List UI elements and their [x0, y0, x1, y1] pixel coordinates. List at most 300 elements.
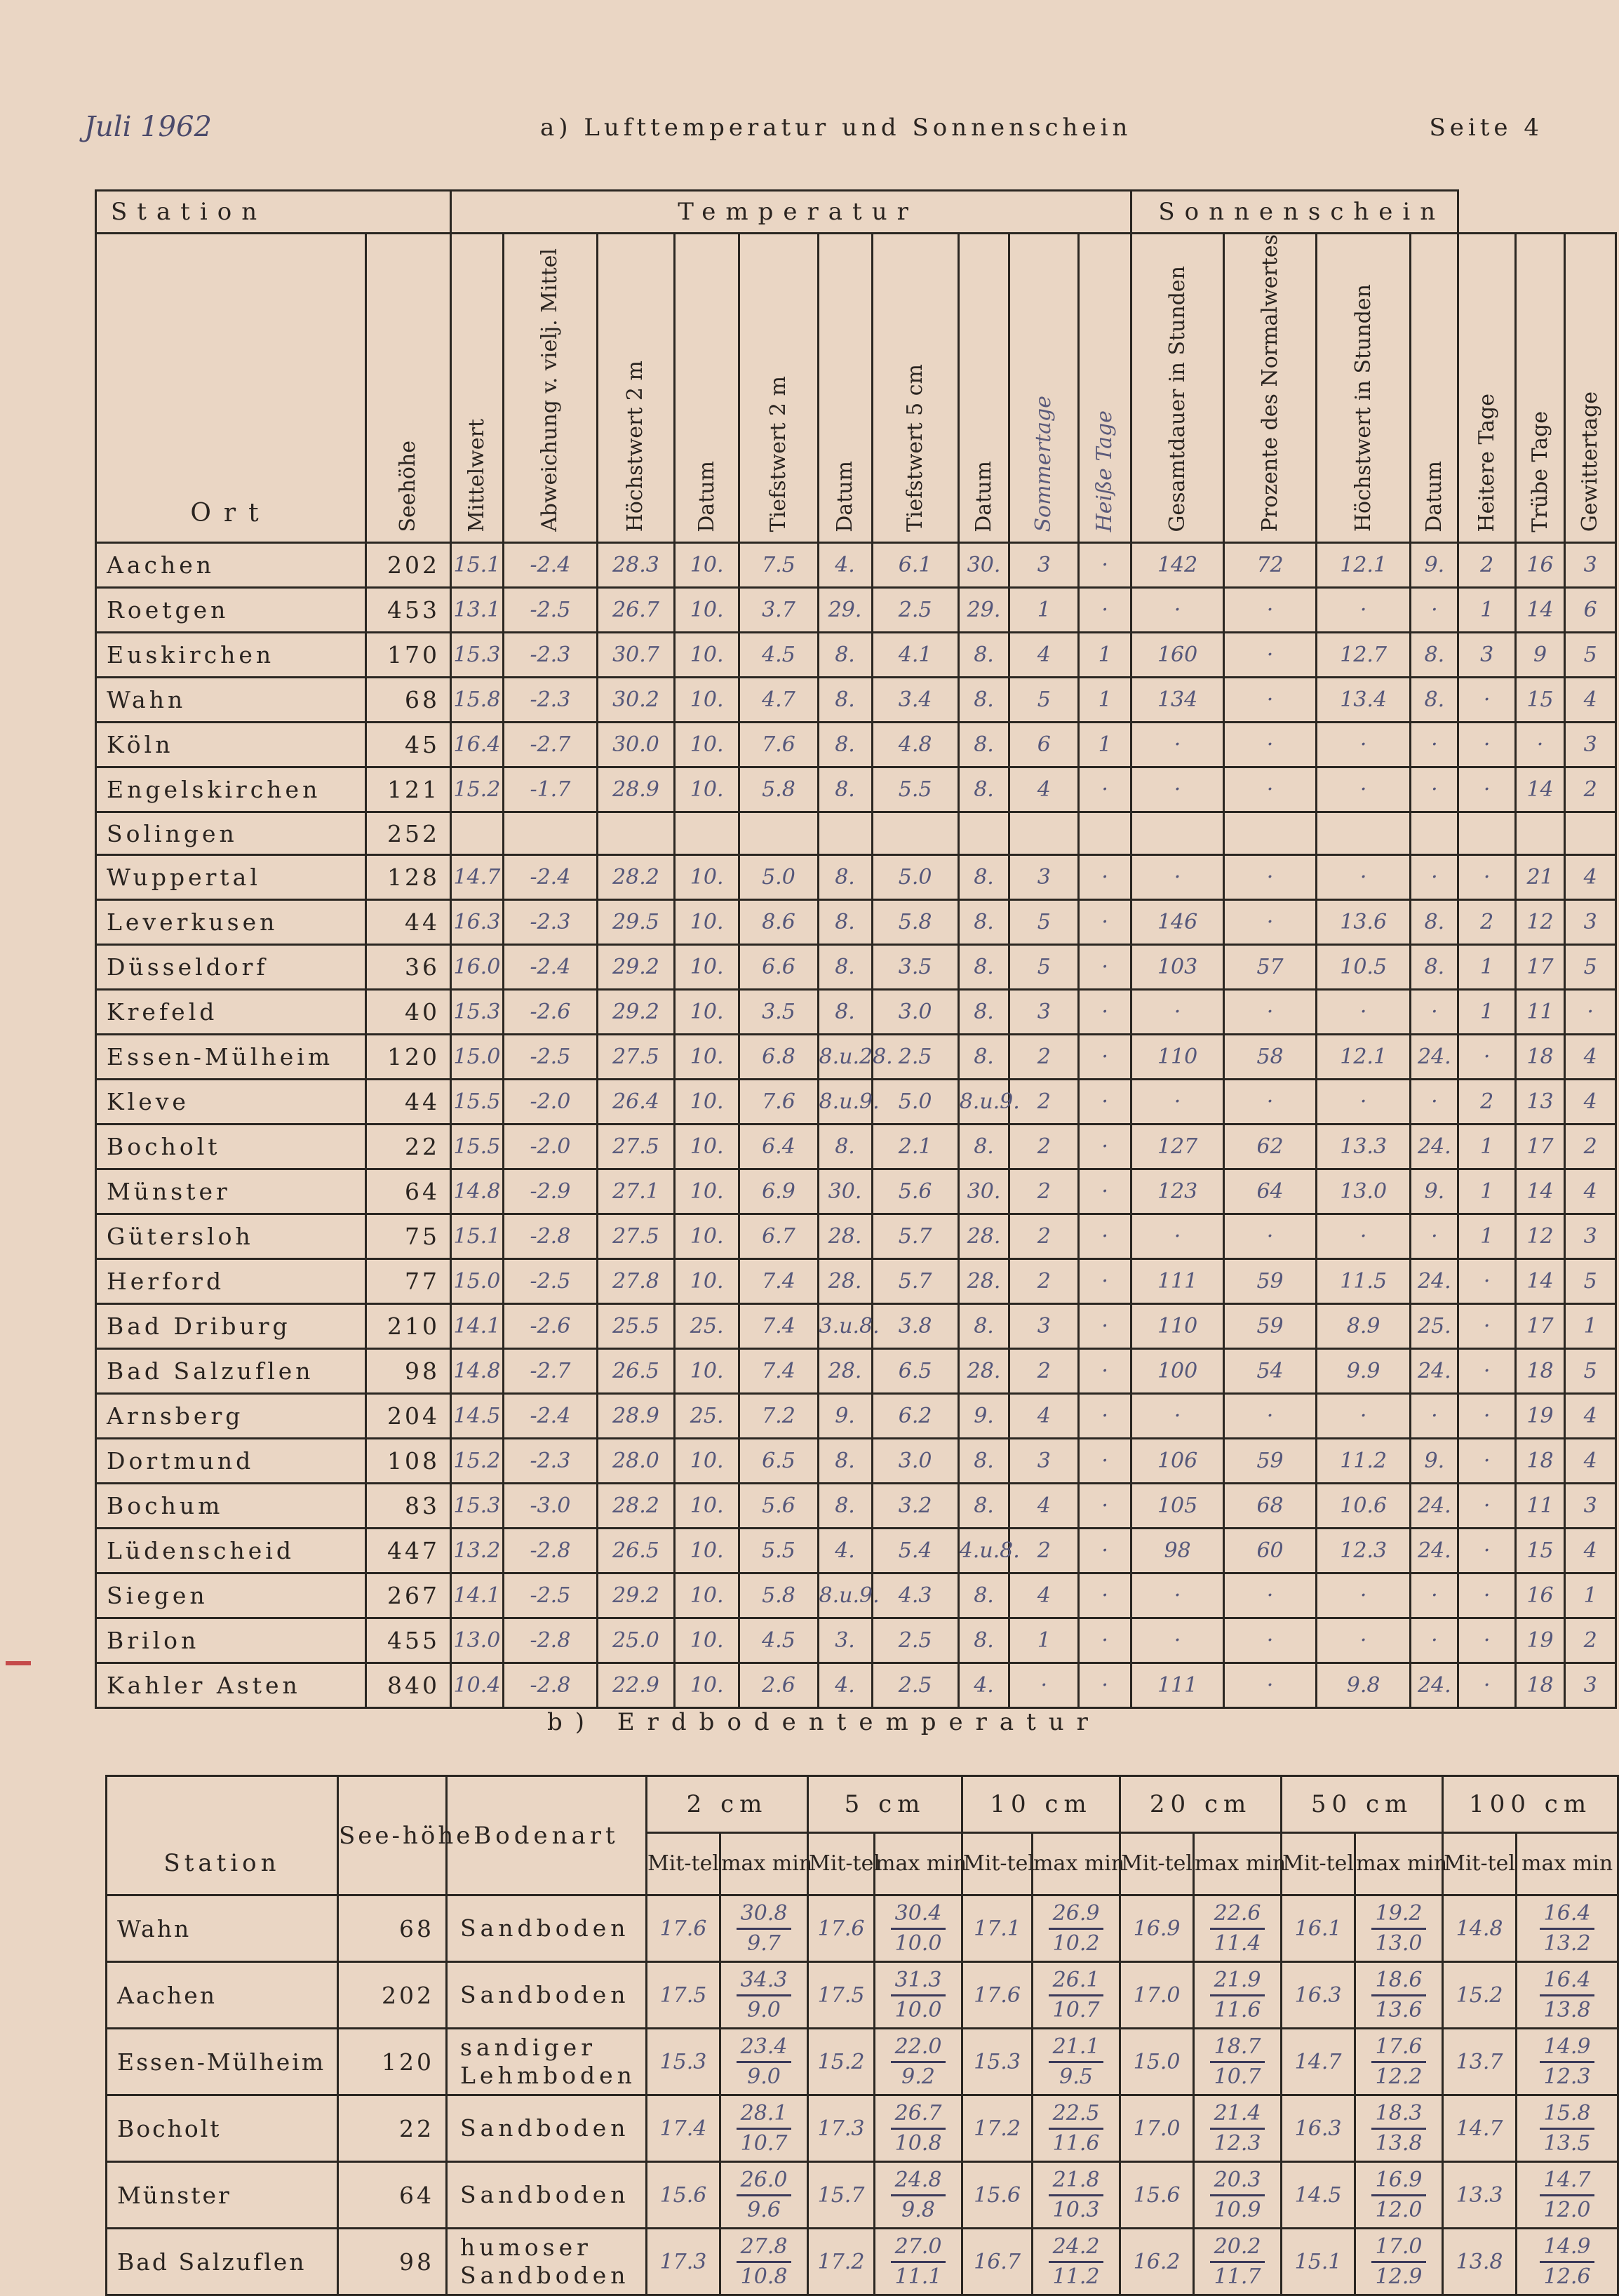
max-value: 34.3: [737, 1966, 792, 1996]
col-header: [958, 234, 1009, 543]
min-value: 12.9: [1375, 2264, 1423, 2289]
data-cell: 14: [1515, 767, 1564, 812]
data-cell: 4.8: [872, 723, 958, 767]
data-cell: ·: [1079, 1080, 1131, 1124]
col-header: [1224, 234, 1317, 543]
mean-value: 15.2: [808, 2029, 875, 2095]
maxmin-cell: [1517, 2162, 1618, 2229]
data-cell: 5.6: [872, 1169, 958, 1214]
data-cell: ·: [1131, 588, 1224, 633]
elevation-value: 64: [338, 2162, 447, 2229]
mean-value: 15.3: [647, 2029, 720, 2095]
data-cell: 8.: [958, 1124, 1009, 1169]
max-value: 22.5: [1049, 2100, 1104, 2130]
data-cell: ·: [1079, 1349, 1131, 1394]
data-cell: 13.4: [1317, 678, 1411, 723]
data-cell: ·: [1458, 723, 1515, 767]
data-cell: 111: [1131, 1663, 1224, 1708]
soil-type: humoser Sandboden: [447, 2229, 647, 2295]
data-cell: [450, 812, 503, 855]
data-cell: 15.0: [450, 1259, 503, 1304]
data-cell: ·: [1317, 1080, 1411, 1124]
data-cell: ·: [1458, 1304, 1515, 1349]
elevation-value: 120: [365, 1035, 450, 1080]
station-name: Aachen: [96, 543, 366, 588]
maxmin-pair: [1356, 2229, 1442, 2294]
data-cell: 16: [1515, 543, 1564, 588]
table-row: [96, 767, 1616, 812]
col-header: [1009, 234, 1079, 543]
data-cell: 19: [1515, 1394, 1564, 1439]
min-value: 13.8: [1375, 2130, 1423, 2156]
max-value: 24.8: [891, 2166, 946, 2196]
elevation-value: 453: [365, 588, 450, 633]
data-cell: 15: [1515, 1529, 1564, 1573]
data-cell: -2.4: [503, 543, 597, 588]
maxmin-cell: [875, 2229, 962, 2295]
min-value: 13.8: [1543, 1997, 1591, 2022]
col-header: [739, 234, 818, 543]
data-cell: 59: [1224, 1304, 1317, 1349]
maxmin-cell: [720, 2162, 808, 2229]
col-header-label: Seehöhe: [395, 440, 420, 532]
min-value: 10.3: [1052, 2197, 1100, 2222]
table-row: [96, 855, 1616, 900]
data-cell: 6.5: [739, 1439, 818, 1484]
data-cell: 25.0: [597, 1618, 674, 1663]
data-cell: 2: [1009, 1214, 1079, 1259]
data-cell: 2.5: [872, 1663, 958, 1708]
data-cell: ·: [1224, 1214, 1317, 1259]
col-header: [1515, 234, 1564, 543]
data-cell: ·: [1411, 1573, 1458, 1618]
mean-value: 16.1: [1282, 1895, 1355, 1962]
data-cell: 1: [1079, 678, 1131, 723]
max-value: 22.6: [1210, 1900, 1265, 1930]
data-cell: ·: [1565, 990, 1616, 1035]
data-cell: 160: [1131, 633, 1224, 678]
data-cell: ·: [1458, 1529, 1515, 1573]
data-cell: 12.1: [1317, 1035, 1411, 1080]
data-cell: 30.: [818, 1169, 872, 1214]
maxmin-cell: [1194, 1895, 1282, 1962]
data-cell: 4: [1565, 678, 1616, 723]
section-b-title: b) Erdbodentemperatur: [547, 1708, 1101, 1736]
data-cell: 110: [1131, 1304, 1224, 1349]
maxmin-pair: [1195, 2029, 1280, 2094]
elevation-value: 64: [365, 1169, 450, 1214]
elevation-value: 22: [338, 2095, 447, 2162]
maxmin-cell: [1194, 2029, 1282, 2095]
elevation-value: 267: [365, 1573, 450, 1618]
data-cell: 6: [1565, 588, 1616, 633]
max-value: 16.4: [1540, 1966, 1595, 1996]
data-cell: 12.7: [1317, 633, 1411, 678]
data-cell: 11: [1515, 990, 1564, 1035]
station-name: Leverkusen: [96, 900, 366, 945]
max-value: 18.7: [1210, 2033, 1265, 2063]
max-value: 20.2: [1210, 2233, 1265, 2263]
station-name: Euskirchen: [96, 633, 366, 678]
data-cell: 1: [1009, 1618, 1079, 1663]
data-cell: 7.6: [739, 723, 818, 767]
maxmin-pair: [721, 2096, 807, 2161]
mean-value: 17.6: [962, 1962, 1033, 2029]
table-row: [96, 1259, 1616, 1304]
data-cell: 10.: [674, 1663, 739, 1708]
data-cell: 8.: [958, 900, 1009, 945]
data-cell: 4.: [818, 1529, 872, 1573]
data-cell: 13.1: [450, 588, 503, 633]
data-cell: 24.: [1411, 1663, 1458, 1708]
data-cell: 8.: [958, 633, 1009, 678]
table-row: [96, 1304, 1616, 1349]
mean-value: 17.3: [808, 2095, 875, 2162]
maxmin-pair: [1356, 2029, 1442, 2094]
data-cell: 5: [1565, 1259, 1616, 1304]
table-row: [96, 1214, 1616, 1259]
data-cell: 26.5: [597, 1529, 674, 1573]
data-cell: 8.: [958, 1618, 1009, 1663]
data-cell: 3: [1009, 855, 1079, 900]
data-cell: 2.6: [739, 1663, 818, 1708]
data-cell: 6: [1009, 723, 1079, 767]
data-cell: ·: [1131, 1618, 1224, 1663]
mean-value: 17.6: [647, 1895, 720, 1962]
data-cell: ·: [1224, 1618, 1317, 1663]
maxmin-pair: [1195, 2096, 1280, 2161]
col-bodenart: Bodenart: [447, 1776, 647, 1895]
data-cell: 29.: [958, 588, 1009, 633]
mean-value: 17.0: [1120, 2095, 1194, 2162]
col-header: [1131, 234, 1224, 543]
max-value: 14.7: [1540, 2166, 1595, 2196]
data-cell: 14.8: [450, 1349, 503, 1394]
table-row: [107, 2029, 1618, 2095]
col-header: [674, 234, 739, 543]
elevation-value: 98: [365, 1349, 450, 1394]
data-cell: 14: [1515, 588, 1564, 633]
data-cell: 103: [1131, 945, 1224, 990]
station-name: Münster: [107, 2162, 338, 2229]
station-name: Bocholt: [107, 2095, 338, 2162]
data-cell: 10.: [674, 1124, 739, 1169]
mean-value: 17.3: [647, 2229, 720, 2295]
data-cell: -2.3: [503, 678, 597, 723]
elevation-value: 40: [365, 990, 450, 1035]
depth-header: 50 cm: [1282, 1776, 1443, 1833]
data-cell: ·: [1458, 1618, 1515, 1663]
data-cell: 17: [1515, 1124, 1564, 1169]
data-cell: 3: [1565, 1214, 1616, 1259]
data-cell: 5: [1009, 678, 1079, 723]
data-cell: ·: [1131, 1573, 1224, 1618]
max-value: 17.6: [1371, 2033, 1427, 2063]
data-cell: ·: [1317, 1214, 1411, 1259]
data-cell: ·: [1411, 588, 1458, 633]
data-cell: [1458, 812, 1515, 855]
mean-value: 17.4: [647, 2095, 720, 2162]
data-cell: ·: [1411, 1618, 1458, 1663]
min-value: 11.7: [1214, 2264, 1261, 2289]
data-cell: 18: [1515, 1035, 1564, 1080]
data-cell: 4.7: [739, 678, 818, 723]
data-cell: 28.: [818, 1349, 872, 1394]
data-cell: 10.: [674, 1259, 739, 1304]
depth-header: 20 cm: [1120, 1776, 1282, 1833]
data-cell: 7.6: [739, 1080, 818, 1124]
data-cell: ·: [1224, 990, 1317, 1035]
data-cell: 5.0: [872, 1080, 958, 1124]
elevation-value: 252: [365, 812, 450, 855]
data-cell: 30.2: [597, 678, 674, 723]
station-name: Essen-Mülheim: [96, 1035, 366, 1080]
data-cell: 24.: [1411, 1529, 1458, 1573]
maxmin-cell: [1033, 1962, 1120, 2029]
table-row: [96, 1484, 1616, 1529]
data-cell: 28.9: [597, 1394, 674, 1439]
station-name: Lüdenscheid: [96, 1529, 366, 1573]
data-cell: 3: [1565, 543, 1616, 588]
station-name: Wahn: [107, 1895, 338, 1962]
data-cell: 105: [1131, 1484, 1224, 1529]
data-cell: 2: [1565, 1124, 1616, 1169]
data-cell: 2: [1009, 1035, 1079, 1080]
data-cell: 3: [1009, 990, 1079, 1035]
data-cell: 8.: [818, 855, 872, 900]
station-name: Krefeld: [96, 990, 366, 1035]
data-cell: 8.: [958, 1573, 1009, 1618]
data-cell: ·: [1131, 723, 1224, 767]
elevation-value: 36: [365, 945, 450, 990]
data-cell: 5: [1565, 945, 1616, 990]
data-cell: 30.: [958, 543, 1009, 588]
col-header: [1565, 234, 1616, 543]
data-cell: 8.u.9.: [818, 1573, 872, 1618]
data-cell: 13.2: [450, 1529, 503, 1573]
maxmin-cell: [1355, 1895, 1443, 1962]
data-cell: [1224, 812, 1317, 855]
max-value: 17.0: [1371, 2233, 1427, 2263]
data-cell: 28.0: [597, 1439, 674, 1484]
data-cell: 10.4: [450, 1663, 503, 1708]
mean-value: 15.0: [1120, 2029, 1194, 2095]
data-cell: 4.: [818, 543, 872, 588]
min-value: 10.8: [740, 2264, 788, 2289]
page-number: Seite 4: [1429, 114, 1543, 142]
data-cell: ·: [1079, 945, 1131, 990]
station-name: Münster: [96, 1169, 366, 1214]
data-cell: -2.8: [503, 1663, 597, 1708]
data-cell: ·: [1079, 1573, 1131, 1618]
maxmin-pair: [1195, 1896, 1280, 1961]
maxmin-header: max min: [1517, 1833, 1618, 1895]
min-value: 13.2: [1543, 1931, 1591, 1956]
data-cell: -2.5: [503, 1573, 597, 1618]
mean-value: 16.3: [1282, 1962, 1355, 2029]
min-value: 9.8: [901, 2197, 935, 2222]
data-cell: 5.5: [872, 767, 958, 812]
data-cell: 9: [1515, 633, 1564, 678]
elevation-value: 210: [365, 1304, 450, 1349]
data-cell: [503, 812, 597, 855]
data-cell: 27.5: [597, 1214, 674, 1259]
data-cell: 4: [1009, 1573, 1079, 1618]
max-value: 19.2: [1371, 1900, 1427, 1930]
maxmin-pair: [1517, 2096, 1617, 2161]
elevation-value: 75: [365, 1214, 450, 1259]
data-cell: ·: [1079, 543, 1131, 588]
data-cell: 1: [1458, 1214, 1515, 1259]
data-cell: 1: [1079, 723, 1131, 767]
data-cell: [674, 812, 739, 855]
data-cell: 10.: [674, 543, 739, 588]
col-header-label: Heitere Tage: [1474, 393, 1499, 532]
data-cell: [1317, 812, 1411, 855]
data-cell: -1.7: [503, 767, 597, 812]
elevation-value: 455: [365, 1618, 450, 1663]
maxmin-pair: [1033, 2163, 1119, 2227]
data-cell: 10.: [674, 633, 739, 678]
max-value: 18.6: [1371, 1966, 1427, 1996]
mean-value: 16.2: [1120, 2229, 1194, 2295]
data-cell: 8.: [818, 945, 872, 990]
data-cell: 24.: [1411, 1349, 1458, 1394]
table-row: [96, 1169, 1616, 1214]
data-cell: 5.7: [872, 1214, 958, 1259]
data-cell: ·: [1079, 1304, 1131, 1349]
mean-value: 17.5: [647, 1962, 720, 2029]
col-ort: Ort: [96, 234, 366, 543]
data-cell: 4.: [818, 1663, 872, 1708]
data-cell: 3: [1009, 1439, 1079, 1484]
data-cell: ·: [1224, 633, 1317, 678]
col-header: [503, 234, 597, 543]
data-cell: 25.5: [597, 1304, 674, 1349]
data-cell: 4: [1009, 1484, 1079, 1529]
data-cell: 5.4: [872, 1529, 958, 1573]
data-cell: 10.: [674, 588, 739, 633]
data-cell: ·: [1458, 855, 1515, 900]
maxmin-pair: [1195, 2163, 1280, 2227]
data-cell: 2: [1009, 1124, 1079, 1169]
col-header: [1458, 234, 1515, 543]
col-station: Station: [107, 1776, 338, 1895]
col-header: [1411, 234, 1458, 543]
max-value: 26.0: [737, 2166, 792, 2196]
soil-type: Sandboden: [447, 1962, 647, 2029]
col-header: [1079, 234, 1131, 543]
maxmin-pair: [1195, 1963, 1280, 2027]
max-value: 21.4: [1210, 2100, 1265, 2130]
data-cell: 8.u.9.: [818, 1080, 872, 1124]
data-cell: 6.8: [739, 1035, 818, 1080]
data-cell: 6.6: [739, 945, 818, 990]
data-cell: 3.7: [739, 588, 818, 633]
data-cell: 15.3: [450, 633, 503, 678]
group-station-header: Station: [96, 191, 451, 234]
mean-value: 17.6: [808, 1895, 875, 1962]
station-name: Bad Driburg: [96, 1304, 366, 1349]
data-cell: 22.9: [597, 1663, 674, 1708]
data-cell: 17: [1515, 945, 1564, 990]
data-cell: 27.5: [597, 1035, 674, 1080]
maxmin-pair: [1033, 2029, 1119, 2094]
data-cell: 4.5: [739, 1618, 818, 1663]
data-cell: 9.: [1411, 1439, 1458, 1484]
station-name: Bad Salzuflen: [107, 2229, 338, 2295]
max-value: 22.0: [891, 2033, 946, 2063]
data-cell: ·: [1079, 1214, 1131, 1259]
data-cell: ·: [1079, 1439, 1131, 1484]
data-cell: 10.5: [1317, 945, 1411, 990]
data-cell: 8.9: [1317, 1304, 1411, 1349]
data-cell: ·: [1224, 1663, 1317, 1708]
data-cell: 14.8: [450, 1169, 503, 1214]
elevation-value: 68: [338, 1895, 447, 1962]
data-cell: ·: [1131, 1214, 1224, 1259]
data-cell: 127: [1131, 1124, 1224, 1169]
maxmin-pair: [721, 1896, 807, 1961]
table-row: [96, 1529, 1616, 1573]
data-cell: 29.2: [597, 945, 674, 990]
mean-value: 15.6: [647, 2162, 720, 2229]
table-row: [96, 945, 1616, 990]
data-cell: [818, 812, 872, 855]
station-name: Engelskirchen: [96, 767, 366, 812]
data-cell: 15.1: [450, 1214, 503, 1259]
data-cell: 24.: [1411, 1124, 1458, 1169]
data-cell: ·: [1458, 767, 1515, 812]
data-cell: 1: [1009, 588, 1079, 633]
data-cell: 60: [1224, 1529, 1317, 1573]
max-value: 14.9: [1540, 2033, 1595, 2063]
data-cell: ·: [1317, 855, 1411, 900]
maxmin-pair: [721, 1963, 807, 2027]
elevation-value: 98: [338, 2229, 447, 2295]
data-cell: 8.u.9.: [958, 1080, 1009, 1124]
data-cell: ·: [1079, 900, 1131, 945]
data-cell: ·: [1317, 723, 1411, 767]
data-cell: ·: [1079, 1124, 1131, 1169]
mean-value: 15.7: [808, 2162, 875, 2229]
data-cell: -2.9: [503, 1169, 597, 1214]
data-cell: 16.4: [450, 723, 503, 767]
max-value: 21.1: [1049, 2033, 1104, 2063]
data-cell: ·: [1411, 855, 1458, 900]
data-cell: 28.: [958, 1259, 1009, 1304]
data-cell: ·: [1317, 588, 1411, 633]
mean-value: 15.2: [1443, 1962, 1517, 2029]
min-value: 11.4: [1214, 1931, 1261, 1956]
table-row: [107, 2095, 1618, 2162]
maxmin-cell: [720, 1962, 808, 2029]
data-cell: 10.: [674, 945, 739, 990]
data-cell: 13.0: [1317, 1169, 1411, 1214]
data-cell: 9.: [1411, 543, 1458, 588]
max-value: 28.1: [737, 2100, 792, 2130]
data-cell: 4: [1565, 1439, 1616, 1484]
table-row: [96, 812, 1616, 855]
data-cell: 9.8: [1317, 1663, 1411, 1708]
maxmin-cell: [875, 2029, 962, 2095]
data-cell: 25.: [674, 1394, 739, 1439]
data-cell: 5.7: [872, 1259, 958, 1304]
mean-value: 17.2: [808, 2229, 875, 2295]
data-cell: 30.: [958, 1169, 1009, 1214]
data-cell: 5.0: [872, 855, 958, 900]
data-cell: 24.: [1411, 1259, 1458, 1304]
